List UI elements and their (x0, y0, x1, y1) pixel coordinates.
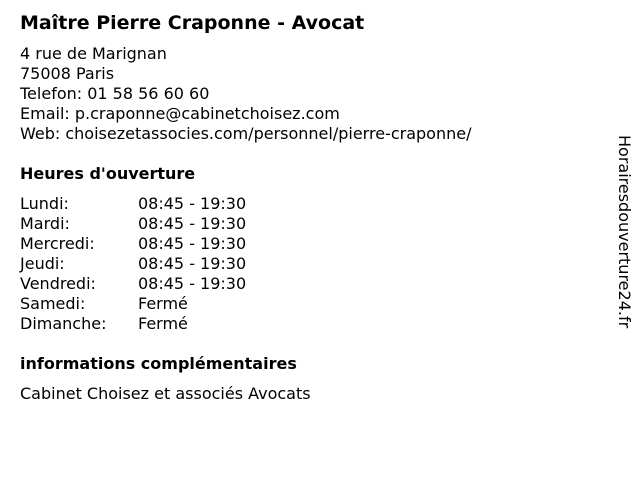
address-city: 75008 Paris (20, 64, 115, 83)
hours-time: 08:45 - 19:30 (138, 234, 247, 253)
phone-text: Telefon: 01 58 56 60 60 (20, 84, 210, 103)
side-brand-text: Horairesdouverture24.fr (615, 135, 634, 329)
hours-time: 08:45 - 19:30 (138, 214, 247, 233)
hours-row-wednesday (20, 234, 600, 254)
hours-time: 08:45 - 19:30 (138, 274, 247, 293)
hours-row-friday (20, 274, 600, 294)
contact-block (20, 44, 600, 144)
hours-day: Mercredi: (20, 234, 95, 253)
hours-day: Jeudi: (20, 254, 65, 273)
business-title: Maître Pierre Craponne - Avocat (20, 12, 365, 34)
business-card (20, 10, 600, 404)
hours-time: Fermé (138, 314, 188, 333)
hours-day: Dimanche: (20, 314, 107, 333)
hours-day: Mardi: (20, 214, 70, 233)
hours-heading: Heures d'ouverture (20, 164, 196, 183)
hours-day: Vendredi: (20, 274, 96, 293)
address-street: 4 rue de Marignan (20, 44, 167, 63)
email-text: Email: p.craponne@cabinetchoisez.com (20, 104, 340, 123)
hours-time: 08:45 - 19:30 (138, 194, 247, 213)
website-text: Web: choisezetassocies.com/personnel/pierre-craponne/ (20, 124, 472, 143)
info-heading: informations complémentaires (20, 354, 297, 373)
hours-time: Fermé (138, 294, 188, 313)
hours-row-sunday (20, 314, 600, 334)
info-text: Cabinet Choisez et associés Avocats (20, 384, 311, 403)
hours-day: Lundi: (20, 194, 69, 213)
hours-day: Samedi: (20, 294, 86, 313)
hours-row-saturday (20, 294, 600, 314)
hours-row-thursday (20, 254, 600, 274)
hours-row-tuesday (20, 214, 600, 234)
hours-table (20, 194, 600, 334)
hours-row-monday (20, 194, 600, 214)
hours-time: 08:45 - 19:30 (138, 254, 247, 273)
